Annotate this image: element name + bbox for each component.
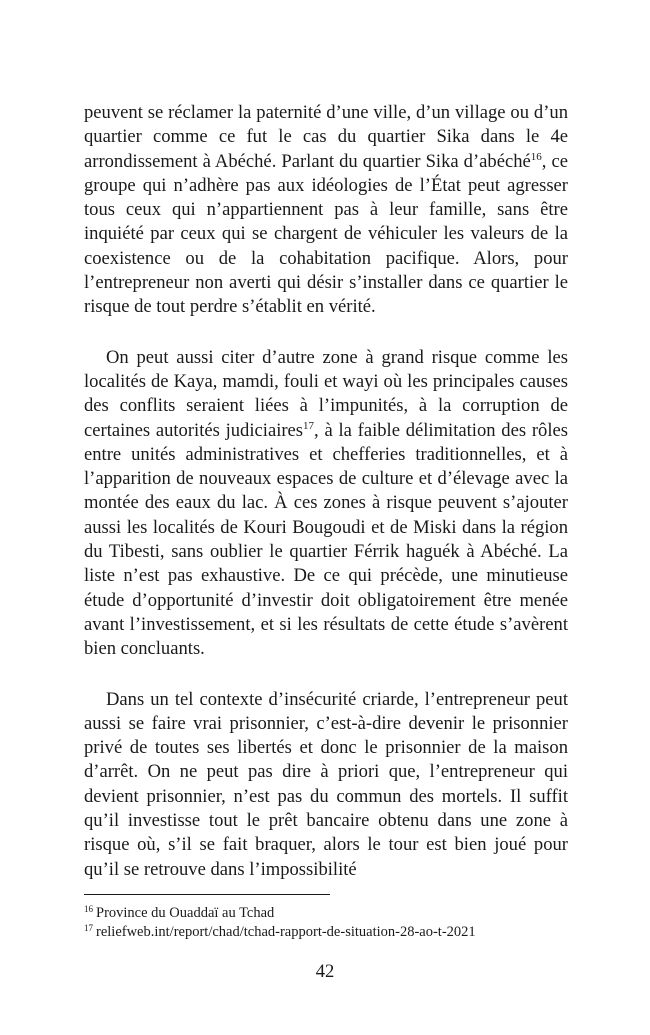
- footnote-text: Province du Ouaddaï au Tchad: [96, 905, 275, 921]
- footnote-number: 16: [84, 904, 93, 914]
- paragraph-2-text-a: On peut aussi citer d’autre zone à grand risque comme les localités de Kaya, mamdi, fouli et wayi où les principales causes des conflits seraient liées à l’impunités, à la corruption de certaines autorités judiciaires: [84, 346, 568, 441]
- paragraph-1: [84, 101, 568, 320]
- footnote-17: [84, 923, 568, 942]
- paragraph-3: Dans un tel contexte d’insécurité criarde, l’entrepreneur peut aussi se faire vrai prisonnier, c’est-à-dire devenir le prisonnier privé de toutes ses libertés et donc le prisonnier de la maison d’arrêt. On ne peut pas dire à priori que, l’entrepreneur qui devient prisonnier, n’est pas du commun des mortels. Il suffit qu’il investisse tout le prêt bancaire obtenu dans une zone à risque où, s’il se fait braquer, alors le tour est bien joué pour qu’il se retrouve dans l’impossibilité: [84, 688, 568, 880]
- footnote-number: 17: [84, 923, 93, 933]
- paragraph-2: [84, 346, 568, 662]
- paragraph-1-text-b: , ce groupe qui n’adhère pas aux idéologies de l’État peut agresser tous ceux qui n’appartiennent pas à leur famille, sans être inquiété par ceux qui se chargent de véhiculer les valeurs de la coexistence ou de la cohabitation pacifique. Alors, pour l’entrepreneur non averti qui désir s’installer dans ce quartier le risque de tout perdre s’établit en vérité.: [84, 150, 568, 318]
- page-number: 42: [315, 961, 335, 982]
- footnote-16: [84, 904, 568, 923]
- footnote-divider: [84, 894, 330, 895]
- page-body: [84, 101, 568, 882]
- footnote-ref-17[interactable]: 17: [303, 419, 315, 432]
- footnote-ref-16[interactable]: 16: [530, 150, 542, 163]
- paragraph-2-text-b: , à la faible délimitation des rôles entre unités administratives et chefferies traditionnelles, et à l’apparition de nouveaux espaces de culture et d’élevage avec la montée des eaux du lac. À ces zones à risque peuvent s’ajouter aussi les localités de Kouri Bougoudi et de Miski dans la région du Tibesti, sans oublier le quartier Férrik haguék à Abéché. La liste n’est pas exhaustive. De ce qui précède, une minutieuse étude d’opportunité d’investir doit obligatoirement être menée avant l’investissement, et si les résultats de cette étude s’avèrent bien concluants.: [84, 419, 568, 660]
- footnote-text[interactable]: reliefweb.int/report/chad/tchad-rapport-de-situation-28-ao-t-2021: [96, 924, 476, 940]
- paragraph-1-text-a: peuvent se réclamer la paternité d’une ville, d’un village ou d’un quartier comme ce fut le cas du quartier Sika dans le 4e arrondissement à Abéché. Parlant du quartier Sika d’abéché: [84, 102, 568, 172]
- footnotes: [84, 904, 568, 942]
